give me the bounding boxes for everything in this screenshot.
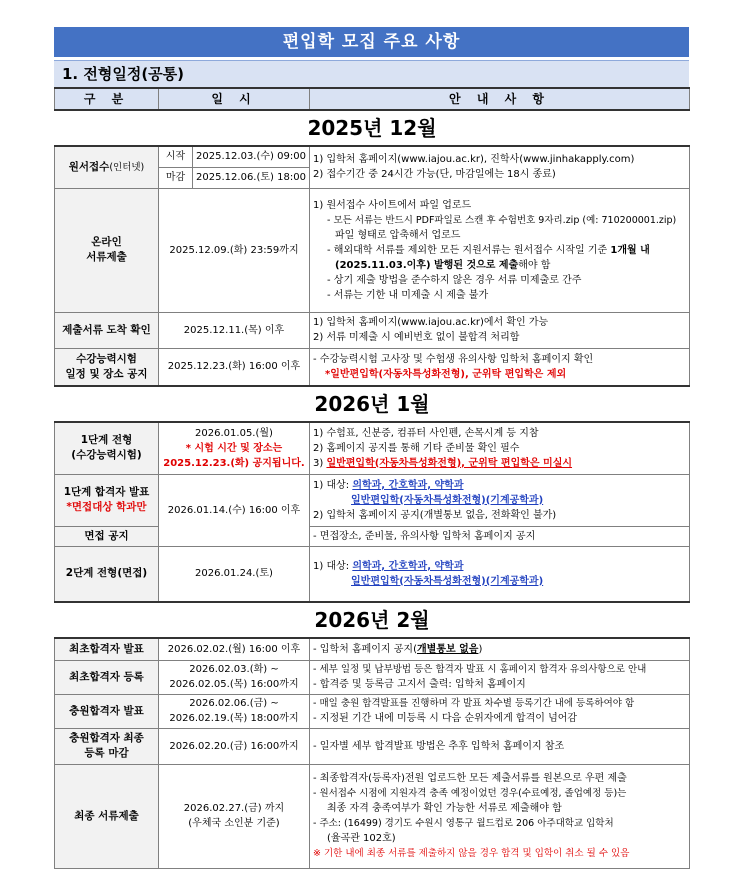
schedule-table: [54, 87, 690, 869]
category-cell: 원서접수(인터넷): [55, 146, 159, 188]
info-cell: - 세부 일정 및 납부방법 등은 합격자 발표 시 홈페이지 합격자 유의사항으로 안내 - 합격증 및 등록금 고지서 출력: 입학처 홈페이지: [310, 660, 690, 694]
category-cell: 충원합격자 발표: [55, 694, 159, 728]
table-row: [55, 660, 690, 694]
header-info: 안 내 사 항: [310, 88, 690, 110]
info-cell: 1) 대상: 의학과, 간호학과, 약학과 일반편입학(자동차특성화전형)(기계공학과) 2) 입학처 홈페이지 공지(개별통보 없음, 전화확인 불가): [310, 474, 690, 526]
date-cell: 2026.02.02.(월) 16:00 이후: [159, 638, 310, 660]
info-cell: 1) 수험표, 신분증, 컴퓨터 사인펜, 손목시계 등 지참 2) 홈페이지 공지를 통해 기타 준비물 확인 필수 3) 일반편입학(자동차특성화전형), 군위탁 편입학은 미실시: [310, 422, 690, 474]
table-row: [55, 146, 690, 167]
date-cell: 2025.12.06.(토) 18:00: [193, 167, 310, 188]
date-cell: 2026.01.24.(토): [159, 546, 310, 602]
category-cell: 면접 공지: [55, 526, 159, 546]
category-cell: 제출서류 도착 확인: [55, 312, 159, 348]
category-cell: 최종 서류제출: [55, 764, 159, 868]
date-cell: 2026.02.27.(금) 까지 (우체국 소인분 기준): [159, 764, 310, 868]
document-title: 편입학 모집 주요 사항: [54, 27, 689, 57]
table-row: [55, 312, 690, 348]
month-heading: 2026년 2월: [55, 602, 690, 638]
date-cell: 2026.02.03.(화) ~ 2026.02.05.(목) 16:00까지: [159, 660, 310, 694]
info-cell: - 수강능력시험 고사장 및 수험생 유의사항 입학처 홈페이지 확인 *일반편입학(자동차특성화전형), 군위탁 편입학은 제외: [310, 348, 690, 386]
table-row: [55, 526, 690, 546]
date-cell: 2025.12.09.(화) 23:59까지: [159, 188, 310, 312]
date-cell: 2026.01.05.(월) * 시험 시간 및 장소는 2025.12.23.(화) 공지됩니다.: [159, 422, 310, 474]
table-row: [55, 638, 690, 660]
info-cell: 1) 입학처 홈페이지(www.iajou.ac.kr)에서 확인 가능 2) 서류 미제출 시 예비번호 없이 불합격 처리함: [310, 312, 690, 348]
table-row: [55, 694, 690, 728]
table-row: [55, 348, 690, 386]
category-cell: 최초합격자 발표: [55, 638, 159, 660]
category-cell: 수강능력시험 일정 및 장소 공지: [55, 348, 159, 386]
table-header: [55, 88, 690, 110]
info-cell: 1) 입학처 홈페이지(www.iajou.ac.kr), 진학사(www.jinhakapply.com) 2) 접수기간 중 24시간 가능(단, 마감일에는 18시 종료): [310, 146, 690, 188]
category-cell: 1단계 합격자 발표 *면접대상 학과만: [55, 474, 159, 526]
date-cell: 2026.01.14.(수) 16:00 이후: [159, 474, 310, 546]
category-cell: 최초합격자 등록: [55, 660, 159, 694]
month-heading: 2026년 1월: [55, 386, 690, 422]
table-row: [55, 422, 690, 474]
end-label: 마감: [159, 167, 193, 188]
table-row: [55, 474, 690, 526]
header-date: 일 시: [159, 88, 310, 110]
month-heading: 2025년 12월: [55, 110, 690, 146]
date-cell: 2026.02.06.(금) ~ 2026.02.19.(목) 18:00까지: [159, 694, 310, 728]
document: [54, 27, 689, 869]
info-cell: - 매일 충원 합격발표를 진행하며 각 발표 차수별 등록기간 내에 등록하여야 함 - 지정된 기간 내에 미등록 시 다음 순위자에게 합격이 넘어감: [310, 694, 690, 728]
info-cell: - 입학처 홈페이지 공지(개별통보 없음): [310, 638, 690, 660]
info-cell: - 최종합격자(등록자)전원 업로드한 모든 제출서류를 원본으로 우편 제출 - 원서접수 시점에 지원자격 충족 예정이었던 경우(수료예정, 졸업예정 등)는 최종 자격 충족여부가 확인 가능한 서류로 제출해야 함 - 주소: (16499) 경기도 수원시 영통구 월드컵로 206 아주대학교 입학처 (율곡관 102호) ※ 기한 내에 최종 서류를 제출하지 않을 경우 합격 및 입학이 취소 될 수 있음: [310, 764, 690, 868]
table-row: [55, 188, 690, 312]
category-cell: 2단계 전형(면접): [55, 546, 159, 602]
table-row: [55, 728, 690, 764]
category-cell: 온라인 서류제출: [55, 188, 159, 312]
table-row: [55, 546, 690, 602]
info-cell: - 일자별 세부 합격발표 방법은 추후 입학처 홈페이지 참조: [310, 728, 690, 764]
date-cell: 2025.12.23.(화) 16:00 이후: [159, 348, 310, 386]
info-cell: 1) 원서접수 사이트에서 파일 업로드 - 모든 서류는 반드시 PDF파일로 스캔 후 수험번호 9자리.zip (예: 710200001.zip) 파일 형태로 압축해서 업로드 - 해외대학 서류를 제외한 모든 지원서류는 원서접수 시작일 기준 1개월 내 (2025.11.03.이후) 발행된 것으로 제출해야 함 - 상기 제출 방법을 준수하지 않은 경우 서류 미제출로 간주 - 서류는 기한 내 미제출 시 제출 불가: [310, 188, 690, 312]
category-cell: 1단계 전형 (수강능력시험): [55, 422, 159, 474]
date-cell: 2026.02.20.(금) 16:00까지: [159, 728, 310, 764]
date-cell: 2025.12.03.(수) 09:00: [193, 146, 310, 167]
info-cell: 1) 대상: 의학과, 간호학과, 약학과 일반편입학(자동차특성화전형)(기계공학과): [310, 546, 690, 602]
header-category: 구 분: [55, 88, 159, 110]
category-cell: 충원합격자 최종 등록 마감: [55, 728, 159, 764]
start-label: 시작: [159, 146, 193, 167]
section-title: 1. 전형일정(공통): [54, 60, 689, 87]
info-cell: - 면접장소, 준비물, 유의사항 입학처 홈페이지 공지: [310, 526, 690, 546]
date-cell: 2025.12.11.(목) 이후: [159, 312, 310, 348]
table-row: [55, 764, 690, 868]
